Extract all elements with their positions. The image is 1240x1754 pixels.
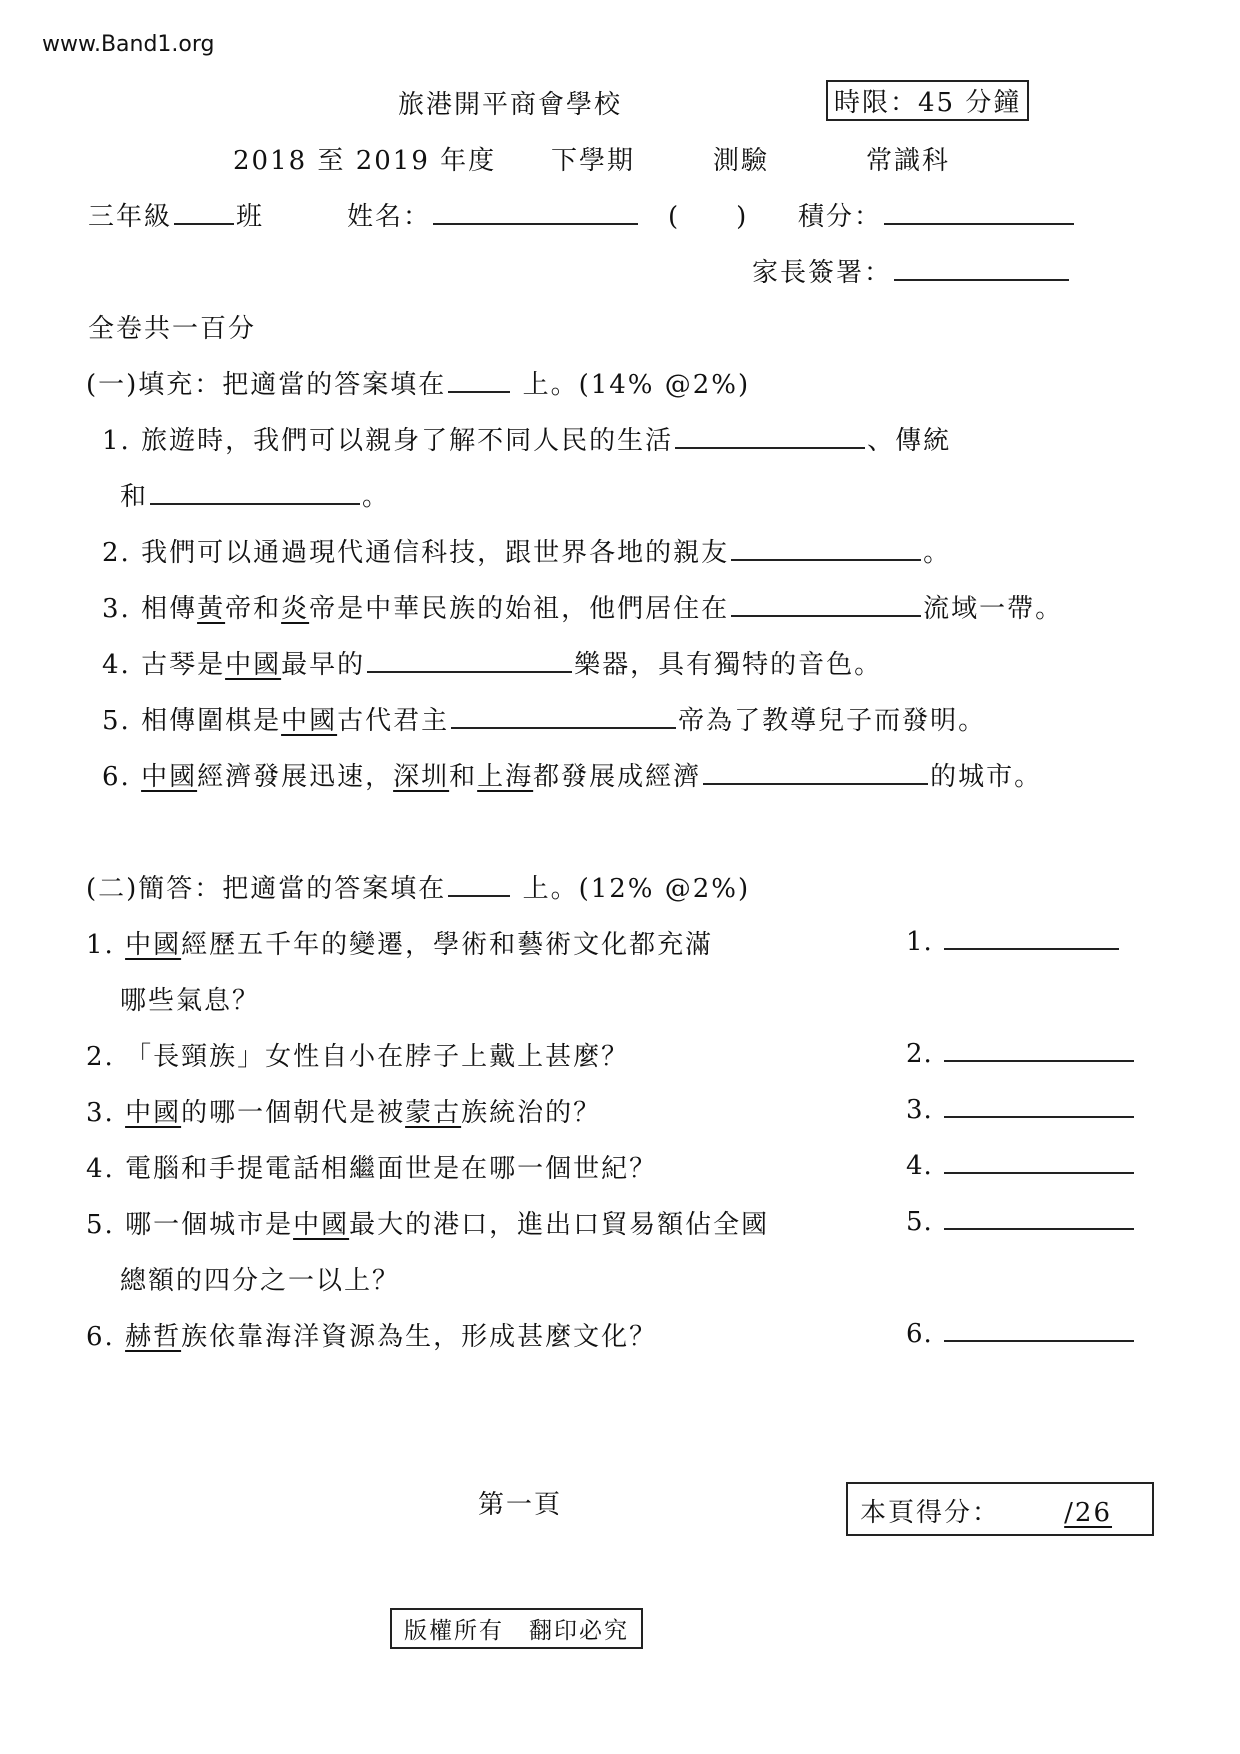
s1-q6-underlined-3: 上海 [477, 762, 534, 792]
s1-q1-text-d: 。 [362, 482, 391, 512]
s2-q1-underlined: 中國 [125, 930, 182, 960]
class-suffix: 班 [236, 202, 265, 232]
parent-sign-label: 家長簽署： [752, 258, 893, 288]
s1-q2-text: 2. 我們可以通過現代通信科技，跟世界各地的親友 [102, 538, 730, 568]
s1-q6 [102, 756, 1042, 793]
s2-a5 [906, 1204, 1136, 1237]
s2-a6 [906, 1316, 1136, 1349]
s2-q3-text-c: 族統治的？ [461, 1098, 602, 1128]
s2-a3 [906, 1092, 1136, 1125]
page-number: 第一頁 [478, 1490, 563, 1520]
s2-a2 [906, 1036, 1136, 1069]
s2-a1-num: 1. [906, 927, 933, 957]
s2-a2-blank[interactable] [944, 1036, 1134, 1062]
score-blank[interactable] [884, 199, 1074, 225]
s1-q4-text-b: 最早的 [281, 650, 366, 680]
s2-q5-text: 5. 哪一個城市是 [86, 1210, 294, 1240]
s2-a1-blank[interactable] [944, 924, 1119, 950]
name-blank[interactable] [433, 199, 638, 225]
s1-q1-blank1[interactable] [675, 423, 865, 449]
time-limit-box: 時限：45 分鐘 [826, 80, 1029, 121]
s2-a4-num: 4. [906, 1151, 933, 1181]
s1-q5-text-b: 古代君主 [337, 706, 450, 736]
s1-q4-text-c: 樂器，具有獨特的音色。 [574, 650, 883, 680]
s1-q2-text-b: 。 [923, 538, 952, 568]
s2-q6-underlined: 赫哲 [125, 1322, 182, 1352]
s2-q5 [86, 1204, 769, 1241]
s2-a5-num: 5. [906, 1207, 933, 1237]
page-score-line [860, 1492, 1112, 1529]
s1-q6-underlined-1: 中國 [141, 762, 198, 792]
s1-q4-blank[interactable] [367, 647, 572, 673]
parent-sign-line [752, 252, 1071, 289]
section2-title [86, 868, 750, 905]
section1-title [86, 364, 750, 401]
s1-q5-text-c: 帝為了教導兒子而發明。 [678, 706, 987, 736]
section1-title-b: 上。(14% @2%) [522, 370, 751, 400]
s2-q1 [86, 924, 713, 961]
s2-q6 [86, 1316, 657, 1353]
school-year: 2018 至 2019 年度 [233, 146, 497, 176]
s2-q2: 2. 「長頸族」女性自小在脖子上戴上甚麼？ [86, 1042, 630, 1072]
page-score-total[interactable]: /26 [1064, 1498, 1113, 1528]
class-number-paren[interactable]: ( ) [668, 202, 749, 232]
class-line [88, 196, 264, 233]
s1-q3-text-d: 流域一帶。 [923, 594, 1064, 624]
s1-q1 [102, 420, 951, 457]
s2-q3-text-b: 的哪一個朝代是被 [181, 1098, 406, 1128]
s1-q1-blank2[interactable] [150, 479, 360, 505]
s1-q6-underlined-2: 深圳 [393, 762, 450, 792]
section1-title-blank [448, 367, 510, 393]
s2-q1-num: 1. [86, 930, 126, 960]
s1-q6-blank[interactable] [703, 759, 928, 785]
s1-q1-text: 1. 旅遊時，我們可以親身了解不同人民的生活 [102, 426, 674, 456]
copyright-notice: 版權所有 翻印必究 [390, 1608, 643, 1649]
s1-q3-underlined-1: 黃 [197, 594, 226, 624]
s1-q3-underlined-2: 炎 [281, 594, 310, 624]
s2-a3-blank[interactable] [944, 1092, 1134, 1118]
s2-q1-cont: 哪些氣息？ [120, 986, 261, 1016]
s1-q5-blank[interactable] [451, 703, 676, 729]
s1-q3-text-b: 帝和 [225, 594, 282, 624]
s1-q4-underlined: 中國 [225, 650, 282, 680]
section2-title-b: 上。(12% @2%) [522, 874, 751, 904]
score-label: 積分： [798, 202, 883, 232]
s2-q3-underlined-1: 中國 [125, 1098, 182, 1128]
s1-q6-text-b: 經濟發展迅速， [197, 762, 394, 792]
s1-q1-cont [120, 476, 390, 513]
s1-q6-num: 6. [102, 762, 142, 792]
s1-q4 [102, 644, 882, 681]
s2-q4: 4. 電腦和手提電話相繼面世是在哪一個世紀？ [86, 1154, 658, 1184]
s2-q3-num: 3. [86, 1098, 126, 1128]
s2-q6-text-b: 族依靠海洋資源為生，形成甚麼文化？ [181, 1322, 658, 1352]
section2-title-a: (二)簡答：把適當的答案填在 [86, 874, 447, 904]
s2-q6-num: 6. [86, 1322, 126, 1352]
page-score-label: 本頁得分： [860, 1498, 1001, 1528]
class-label: 三年級 [88, 202, 173, 232]
name-line [347, 196, 640, 233]
s1-q2 [102, 532, 951, 569]
site-watermark: www.Band1.org [42, 32, 215, 57]
s2-a1 [906, 924, 1121, 957]
name-label: 姓名： [347, 202, 432, 232]
s2-a4-blank[interactable] [944, 1148, 1134, 1174]
exam-type: 測驗 [713, 146, 770, 176]
s2-a3-num: 3. [906, 1095, 933, 1125]
page-score-box [846, 1482, 1154, 1536]
s1-q6-text-e: 的城市。 [930, 762, 1043, 792]
s2-q5-text-b: 最大的港口，進出口貿易額佔全國 [349, 1210, 770, 1240]
parent-sign-blank[interactable] [894, 255, 1069, 281]
s1-q5-text: 5. 相傳圍棋是 [102, 706, 282, 736]
s1-q6-text-c: 和 [449, 762, 478, 792]
s2-a4 [906, 1148, 1136, 1181]
s2-q5-cont: 總額的四分之一以上？ [120, 1266, 401, 1296]
s2-a5-blank[interactable] [944, 1204, 1134, 1230]
s2-a6-num: 6. [906, 1319, 933, 1349]
s2-q3 [86, 1092, 601, 1129]
s1-q1-text-c: 和 [120, 482, 149, 512]
s1-q6-text-d: 都發展成經濟 [533, 762, 702, 792]
s2-q5-underlined: 中國 [293, 1210, 350, 1240]
s1-q1-text-b: 、傳統 [867, 426, 952, 456]
s1-q5-underlined: 中國 [281, 706, 338, 736]
s1-q4-text: 4. 古琴是 [102, 650, 226, 680]
s1-q2-blank[interactable] [731, 535, 921, 561]
term: 下學期 [551, 146, 636, 176]
s2-a2-num: 2. [906, 1039, 933, 1069]
section1-title-a: (一)填充：把適當的答案填在 [86, 370, 447, 400]
section2-title-blank [448, 871, 510, 897]
s2-q3-underlined-2: 蒙古 [405, 1098, 462, 1128]
class-blank[interactable] [174, 199, 234, 225]
s1-q3-text: 3. 相傳 [102, 594, 198, 624]
s1-q3-text-c: 帝是中華民族的始祖，他們居住在 [309, 594, 730, 624]
s2-a6-blank[interactable] [944, 1316, 1134, 1342]
school-name: 旅港開平商會學校 [398, 90, 623, 120]
s1-q5 [102, 700, 986, 737]
s1-q3-blank[interactable] [731, 591, 921, 617]
s2-q1-text: 經歷五千年的變遷，學術和藝術文化都充滿 [181, 930, 714, 960]
total-marks: 全卷共一百分 [88, 314, 257, 344]
subject: 常識科 [866, 146, 951, 176]
score-line [798, 196, 1076, 233]
s1-q3 [102, 588, 1063, 625]
